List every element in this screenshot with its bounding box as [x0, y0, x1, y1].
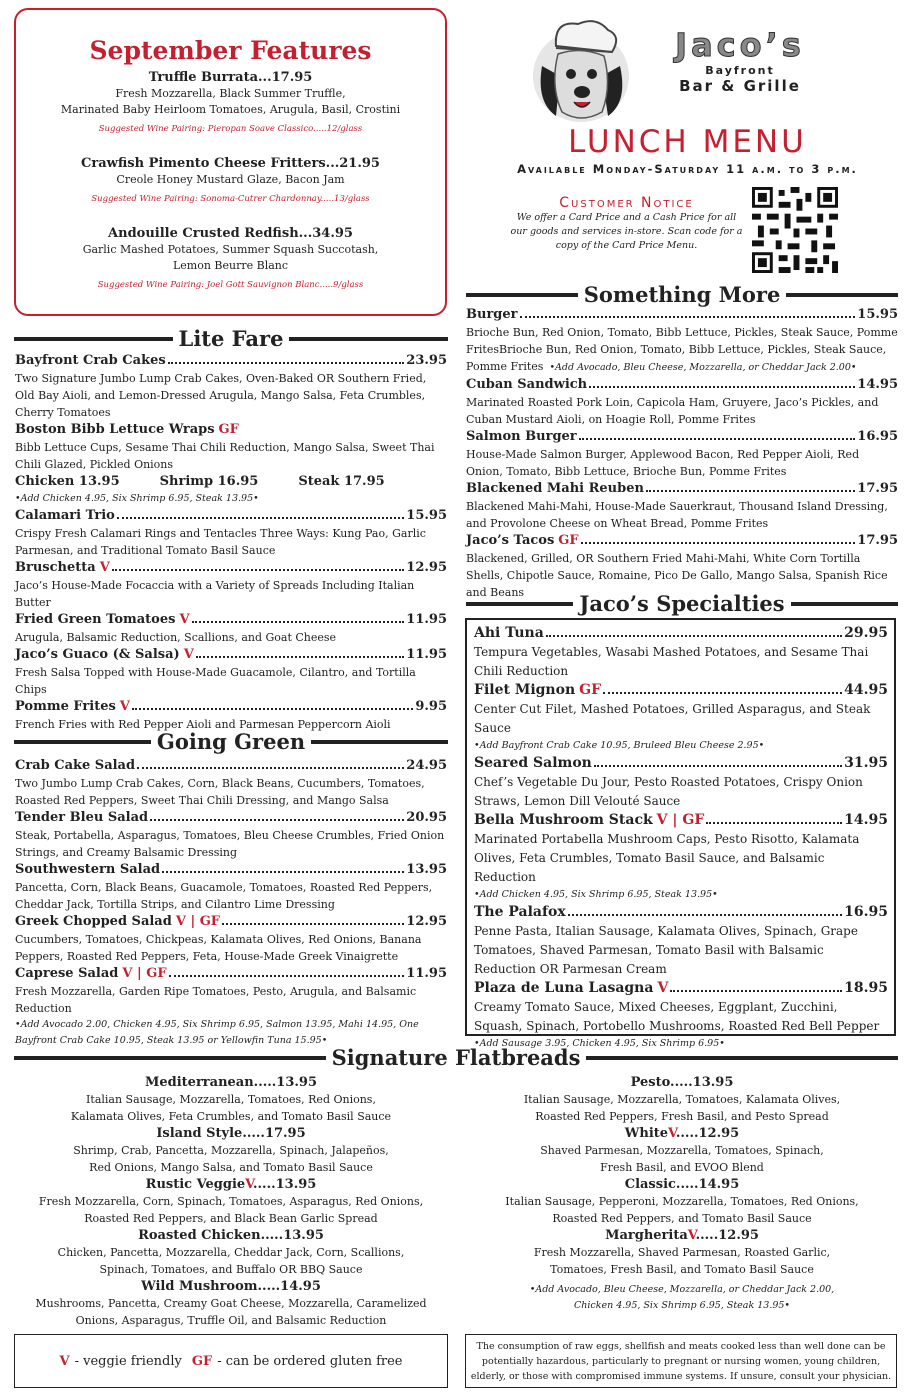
flatbread-item — [466, 1227, 898, 1314]
flatbread-description: Roasted Red Peppers, Fresh Basil, and Pesto Spread — [535, 1110, 829, 1123]
health-disclaimer: The consumption of raw eggs, shellfish and meats cooked less than well done can be potentially hazardous, particularly to pregnant or nursing women, young children, elderly, or those with compromised immune systems. If unsure, consult your physician. — [465, 1334, 897, 1388]
dietary-tag: V — [245, 1177, 253, 1192]
menu-item-name: Burger — [466, 307, 518, 322]
menu-item-title — [466, 376, 898, 394]
flatbread-addon-line: •Add Avocado, Bleu Cheese, Mozzarella, or Cheddar Jack 2.00, — [529, 1284, 835, 1295]
flatbread-item — [14, 1278, 448, 1329]
menu-item — [466, 428, 898, 480]
customer-notice-heading: Customer Notice — [559, 195, 694, 211]
dietary-tag: V — [668, 1126, 676, 1141]
menu-item-description: House-Made Salmon Burger, Applewood Bacon, Red Pepper Aioli, Red Onion, Tomato, Bibb Lettuce, Brioche Bun, Pomme Frites — [466, 448, 860, 478]
flatbread-description: Fresh Basil, and EVOO Blend — [600, 1161, 764, 1174]
flatbread-description: Mushrooms, Pancetta, Creamy Goat Cheese, Mozzarella, Caramelized — [35, 1297, 427, 1310]
dot-leader — [603, 692, 842, 694]
flatbread-name — [14, 1074, 448, 1091]
menu-item-description: Blackened, Grilled, OR Southern Fried Mahi-Mahi, White Corn Tortilla Shells, Chipotle Sauce, Romaine, Pico De Gallo, Mango Salsa, Spanish Rice and Beans — [466, 552, 888, 599]
feature-name: Truffle Burrata...17.95 — [148, 70, 313, 85]
flatbread-item — [14, 1176, 448, 1227]
dietary-tag: V — [687, 1228, 696, 1243]
flatbread-name — [466, 1176, 898, 1193]
dot-leader — [520, 316, 856, 318]
menu-item-description: Penne Pasta, Italian Sausage, Kalamata Olives, Spinach, Grape Tomatoes, Shaved Parmesan, Tomato Basil with Balsamic Reduction OR Parmesan Cream — [474, 924, 858, 976]
dietary-tag: V — [99, 560, 110, 575]
flatbread-description: Chicken, Pancetta, Mozzarella, Cheddar Jack, Corn, Scallions, — [57, 1246, 405, 1259]
menu-item-addon: •Add Sausage 3.95, Chicken 4.95, Six Shrimp 6.95• — [474, 1038, 725, 1049]
menu-item-price: 14.95 — [844, 812, 888, 828]
specialties-list — [474, 624, 888, 1052]
dietary-tag: V | GF — [175, 914, 221, 929]
menu-item — [466, 532, 898, 601]
menu-item — [474, 903, 888, 979]
flatbread-name — [466, 1074, 898, 1091]
dot-leader — [222, 923, 404, 925]
menu-item-addon: •Add Chicken 4.95, Six Shrimp 6.95, Steak 13.95• — [474, 889, 718, 900]
menu-item-title — [15, 809, 447, 827]
lite-fare-heading — [14, 326, 448, 351]
flatbread-description: Roasted Red Peppers, and Tomato Basil Sauce — [552, 1212, 812, 1225]
feature-description: Garlic Mashed Potatoes, Summer Squash Succotash, — [82, 243, 379, 256]
dietary-tag: V — [183, 647, 194, 662]
dot-leader — [196, 656, 405, 658]
menu-item-description: Arugula, Balsamic Reduction, Scallions, and Goat Cheese — [15, 631, 337, 644]
menu-item-price: 15.95 — [857, 307, 898, 322]
menu-item-title — [474, 811, 888, 830]
menu-item-name: Pomme Frites — [15, 699, 116, 714]
menu-item — [15, 646, 447, 698]
dietary-legend — [14, 1334, 448, 1388]
menu-item-title — [474, 754, 888, 773]
feature-item — [16, 69, 445, 137]
flatbread-item — [14, 1227, 448, 1278]
menu-item-name: Plaza de Luna Lasagna — [474, 980, 654, 996]
dot-leader — [594, 765, 842, 767]
menu-item-title — [474, 624, 888, 643]
menu-item — [15, 507, 447, 559]
flatbread-name — [14, 1227, 448, 1244]
menu-item-title — [15, 965, 447, 983]
dot-leader — [589, 386, 855, 388]
menu-item — [466, 306, 898, 376]
flatbread-description: Shrimp, Crab, Pancetta, Mozzarella, Spinach, Jalapeños, — [73, 1144, 389, 1157]
menu-item-price: 13.95 — [406, 862, 447, 877]
dietary-tag: V — [657, 980, 669, 996]
menu-item-title — [15, 698, 447, 716]
menu-item-description: Steak, Portabella, Asparagus, Tomatoes, Bleu Cheese Crumbles, Fried Onion Strings, and Creamy Balsamic Dressing — [15, 829, 445, 859]
menu-item-price: 18.95 — [844, 980, 888, 996]
flatbread-description: Tomatoes, Fresh Basil, and Tomato Basil Sauce — [550, 1263, 814, 1276]
menu-item-price: 15.95 — [406, 508, 447, 523]
menu-item-description: Blackened Mahi-Mahi, House-Made Sauerkraut, Thousand Island Dressing, and Provolone Cheese on Wheat Bread, Pomme Frites — [466, 500, 888, 530]
menu-item-description: Bibb Lettuce Cups, Sesame Thai Chili Reduction, Mango Salsa, Sweet Thai Chili Glazed, Pickled Onions — [15, 441, 435, 471]
menu-item-name: Tender Bleu Salad — [15, 810, 149, 825]
menu-item — [15, 757, 447, 809]
menu-item-title — [15, 913, 447, 931]
flatbread-description: Spinach, Tomatoes, and Buffalo OR BBQ Sauce — [99, 1263, 363, 1276]
flatbread-description: Fresh Mozzarella, Corn, Spinach, Tomatoes, Asparagus, Red Onions, — [38, 1195, 424, 1208]
dog-chef-logo-icon — [526, 16, 631, 124]
dietary-tag: V — [179, 612, 190, 627]
flatbread-name-text: Wild Mushroom.....14.95 — [141, 1279, 321, 1294]
menu-item-description-text: Brioche Bun, Red Onion, Tomato, Bibb Lettuce, Pickles, Steak Sauce, Pomme Frites — [466, 343, 887, 373]
menu-item — [466, 480, 898, 532]
menu-item-price: 29.95 — [844, 625, 888, 641]
flatbread-name — [14, 1176, 448, 1193]
menu-item-name: Blackened Mahi Reuben — [466, 481, 644, 496]
menu-item-price: 11.95 — [406, 612, 447, 627]
menu-item-name: Salmon Burger — [466, 429, 577, 444]
menu-item-title — [474, 681, 888, 700]
menu-item-name: Jaco’s Guaco (& Salsa) — [15, 647, 180, 662]
menu-item-name: Seared Salmon — [474, 755, 592, 771]
menu-item-description: Fresh Mozzarella, Garden Ripe Tomatoes, Pesto, Arugula, and Balsamic Reduction — [15, 985, 417, 1015]
menu-item-name: Jaco’s Tacos — [466, 533, 555, 548]
menu-item-price: 44.95 — [844, 682, 888, 698]
flatbread-item — [466, 1074, 898, 1125]
menu-item-price: 16.95 — [857, 429, 898, 444]
menu-item-name: Filet Mignon — [474, 682, 576, 698]
menu-item-description: Cucumbers, Tomatoes, Chickpeas, Kalamata Olives, Red Onions, Banana Peppers, Roasted Red Peppers, Feta, House-Made Greek Vinaigrette — [15, 933, 422, 963]
menu-item — [474, 979, 888, 1052]
flatbread-name — [466, 1227, 898, 1244]
menu-item-description: Brioche Bun, Red Onion, Tomato, Bibb Lettuce, Pickles, Steak Sauce, Pomme FritesBrioche Bun, Red Onion, Tomato, Bibb Lettuce, Pickles, Steak Sauce, Pomme Frites •Add Avocado, Bleu Cheese, Mozzarella, or Cheddar Jack 2.00• — [466, 326, 898, 373]
dot-leader — [162, 871, 404, 873]
feature-description: Lemon Beurre Blanc — [172, 259, 289, 272]
flatbread-description: Shaved Parmesan, Mozzarella, Tomatoes, Spinach, — [540, 1144, 824, 1157]
menu-item-title — [474, 903, 888, 922]
flatbread-description: Fresh Mozzarella, Shaved Parmesan, Roasted Garlic, — [533, 1246, 831, 1259]
brand-subtitle-bar-grille: Bar & Grille — [679, 77, 801, 95]
going-green-title: Going Green — [156, 729, 306, 754]
something-more-title: Something More — [583, 282, 781, 307]
feature-item — [16, 225, 445, 293]
going-green-list — [15, 757, 447, 1049]
dietary-tag: V | GF — [656, 812, 705, 828]
feature-description: Marinated Baby Heirloom Tomatoes, Arugula, Basil, Crostini — [60, 103, 401, 116]
menu-item-title — [15, 611, 447, 629]
flatbread-name — [14, 1278, 448, 1295]
menu-item-price: 20.95 — [406, 810, 447, 825]
flatbread-name — [466, 1125, 898, 1142]
menu-item-description: Jaco’s House-Made Focaccia with a Variety of Spreads Including Italian Butter — [15, 579, 415, 609]
dot-leader — [137, 767, 404, 769]
flatbread-item — [466, 1176, 898, 1227]
something-more-heading — [466, 282, 898, 307]
menu-item-description: Marinated Portabella Mushroom Caps, Pesto Risotto, Kalamata Olives, Feta Crumbles, Tomato Basil Sauce, and Balsamic Reduction — [474, 832, 860, 884]
lunch-menu-title: LUNCH MENU — [568, 124, 807, 160]
menu-item-name: Crab Cake Salad — [15, 758, 136, 773]
lite-fare-list — [15, 352, 447, 733]
protein-option: Chicken 13.95 — [15, 474, 120, 489]
menu-item-description: French Fries with Red Pepper Aioli and Parmesan Peppercorn Aioli — [15, 718, 391, 731]
dot-leader — [706, 822, 842, 824]
menu-item — [474, 624, 888, 681]
menu-item-price: 24.95 — [406, 758, 447, 773]
customer-notice — [510, 195, 743, 253]
flatbread-item — [14, 1074, 448, 1125]
menu-item-name: Ahi Tuna — [474, 625, 544, 641]
flatbread-description: Onions, Asparagus, Truffle Oil, and Balsamic Reduction — [75, 1314, 387, 1327]
protein-option: Shrimp 16.95 — [159, 474, 259, 489]
menu-item-title — [466, 480, 898, 498]
something-more-list — [466, 306, 898, 601]
menu-item-title — [15, 757, 447, 775]
september-features-box — [14, 8, 447, 316]
dot-leader — [150, 819, 404, 821]
dietary-tag: V | GF — [122, 966, 167, 981]
dietary-tag: V — [119, 699, 130, 714]
dot-leader — [546, 635, 842, 637]
dietary-tag: GF — [558, 533, 579, 548]
menu-item — [474, 681, 888, 754]
dietary-tag: GF — [218, 422, 239, 437]
legend-gf-tag: GF — [191, 1353, 213, 1369]
flatbread-name-text: Margherita — [605, 1228, 688, 1243]
menu-item-price: 31.95 — [844, 755, 888, 771]
customer-notice-body: We offer a Card Price and a Cash Price for all our goods and services in-store. Scan code for a copy of the Card Price Menu. — [510, 212, 743, 251]
menu-item-description: Pancetta, Corn, Black Beans, Guacamole, Tomatoes, Roasted Red Peppers, Cheddar Jack, Tortilla Strips, and Cilantro Lime Dressing — [15, 881, 433, 911]
menu-item-title — [15, 559, 447, 577]
dot-leader — [169, 975, 405, 977]
menu-item-price: 14.95 — [857, 377, 898, 392]
menu-item-price: 16.95 — [844, 904, 888, 920]
dot-leader — [579, 438, 856, 440]
menu-item-description: Marinated Roasted Pork Loin, Capicola Ham, Gruyere, Jaco’s Pickles, and Cuban Mustard Aioli, on Hoagie Roll, Pomme Frites — [466, 396, 879, 426]
legend-v-text: - veggie friendly — [74, 1353, 182, 1369]
menu-item-name: The Palafox — [474, 904, 566, 920]
menu-item-name: Cuban Sandwich — [466, 377, 588, 392]
flatbread-name-text: Pesto.....13.95 — [630, 1075, 734, 1090]
menu-item — [15, 559, 447, 611]
menu-item-name: Boston Bibb Lettuce Wraps — [15, 422, 215, 437]
feature-description: Creole Honey Mustard Glaze, Bacon Jam — [116, 173, 345, 186]
flatbreads-right-list — [466, 1074, 898, 1314]
menu-item-title — [474, 979, 888, 998]
menu-item-description: Tempura Vegetables, Wasabi Mashed Potatoes, and Sesame Thai Chili Reduction — [474, 645, 869, 678]
menu-item-name: Southwestern Salad — [15, 862, 161, 877]
menu-item — [474, 754, 888, 811]
menu-item-title — [15, 861, 447, 879]
availability-hours: Available Monday-Saturday 11 a.m. to 3 p.m. — [517, 162, 858, 176]
menu-item-description: Fresh Salsa Topped with House-Made Guacamole, Cilantro, and Tortilla Chips — [15, 666, 416, 696]
dot-leader — [117, 517, 404, 519]
dot-leader — [670, 990, 842, 992]
lite-fare-title: Lite Fare — [178, 326, 284, 351]
dietary-tag: GF — [579, 682, 602, 698]
dot-leader — [132, 708, 413, 710]
feature-name: Andouille Crusted Redfish...34.95 — [108, 226, 353, 241]
menu-item-title — [466, 306, 898, 324]
menu-item-addon: •Add Chicken 4.95, Six Shrimp 6.95, Steak 13.95• — [15, 493, 259, 504]
flatbread-addon — [466, 1282, 898, 1314]
flatbread-name-text: Mediterranean.....13.95 — [144, 1075, 318, 1090]
menu-item-name: Calamari Trio — [15, 508, 115, 523]
flatbreads-title: Signature Flatbreads — [331, 1045, 581, 1070]
menu-item — [15, 809, 447, 861]
flatbread-description: Italian Sausage, Pepperoni, Mozzarella, Tomatoes, Red Onions, — [505, 1195, 859, 1208]
menu-item — [15, 965, 447, 1049]
menu-item-price: 17.95 — [857, 533, 898, 548]
menu-item-title — [466, 428, 898, 446]
flatbread-name-text: Classic.....14.95 — [624, 1177, 740, 1192]
dot-leader — [112, 569, 405, 571]
menu-item-title — [15, 352, 447, 370]
flatbread-description: Kalamata Olives, Feta Crumbles, and Tomato Basil Sauce — [70, 1110, 392, 1123]
menu-item — [15, 421, 447, 473]
flatbread-description: Italian Sausage, Mozzarella, Tomatoes, Red Onions, — [86, 1093, 376, 1106]
dot-leader — [646, 490, 855, 492]
menu-item — [15, 473, 447, 507]
protein-option: Steak 17.95 — [298, 474, 385, 489]
flatbread-price: .....12.95 — [695, 1228, 759, 1243]
menu-item-name: Greek Chopped Salad — [15, 914, 172, 929]
flatbread-description: Roasted Red Peppers, and Black Bean Garlic Spread — [84, 1212, 378, 1225]
menu-item-title — [15, 421, 447, 439]
menu-item-description: Two Signature Jumbo Lump Crab Cakes, Oven-Baked OR Southern Fried, Old Bay Aioli, and Lemon-Dressed Arugula, Mango Salsa, Feta Crumbles, Cherry Tomatoes — [15, 372, 427, 419]
brand-subtitle-bayfront: Bayfront — [705, 64, 775, 77]
menu-item — [15, 352, 447, 421]
menu-item-price: 9.95 — [415, 699, 447, 714]
menu-item-description: Center Cut Filet, Mashed Potatoes, Grilled Asparagus, and Steak Sauce — [474, 702, 871, 735]
specialties-title: Jaco’s Specialties — [579, 591, 785, 616]
dot-leader — [581, 542, 856, 544]
dot-leader — [168, 362, 405, 364]
feature-wine-pairing: Suggested Wine Pairing: Joel Gott Sauvignon Blanc.....9/glass — [97, 280, 364, 290]
menu-item — [15, 913, 447, 965]
legend-v-tag: V — [59, 1353, 70, 1369]
menu-item — [466, 376, 898, 428]
feature-item — [16, 155, 445, 207]
menu-item-addon: •Add Avocado 2.00, Chicken 4.95, Six Shrimp 6.95, Salmon 13.95, Mahi 14.95, One Bayfront Crab Cake 10.95, Steak 13.95 or Yellowfin Tuna 15.95• — [15, 1019, 419, 1046]
flatbread-addon-line: Chicken 4.95, Six Shrimp 6.95, Steak 13.95• — [573, 1300, 791, 1311]
feature-wine-pairing: Suggested Wine Pairing: Pieropan Soave Classico.....12/glass — [98, 124, 363, 134]
brand-block — [640, 28, 840, 95]
menu-item-description: Chef’s Vegetable Du Jour, Pesto Roasted Potatoes, Crispy Onion Straws, Lemon Dill Velouté Sauce — [474, 775, 863, 808]
menu-item — [15, 698, 447, 733]
menu-item-price: 11.95 — [406, 647, 447, 662]
menu-item — [15, 861, 447, 913]
flatbread-name — [14, 1125, 448, 1142]
menu-item — [474, 811, 888, 903]
menu-item-description: Crispy Fresh Calamari Rings and Tentacles Three Ways: Kung Pao, Garlic Parmesan, and Traditional Tomato Basil Sauce — [15, 527, 426, 557]
flatbreads-left-list — [14, 1074, 448, 1329]
features-title: September Features — [89, 36, 372, 65]
menu-item-title — [15, 507, 447, 525]
menu-item-price: 12.95 — [406, 914, 447, 929]
flatbread-item — [466, 1125, 898, 1176]
menu-item-price: 12.95 — [406, 560, 447, 575]
menu-item-name: Bruschetta — [15, 560, 96, 575]
menu-item-name: Caprese Salad — [15, 966, 119, 981]
menu-item-addon: •Add Avocado, Bleu Cheese, Mozzarella, or Cheddar Jack 2.00• — [549, 362, 857, 373]
menu-item-name: Bella Mushroom Stack — [474, 812, 653, 828]
flatbread-price: .....12.95 — [675, 1126, 740, 1141]
flatbread-item — [14, 1125, 448, 1176]
menu-item-name: Bayfront Crab Cakes — [15, 353, 166, 368]
menu-item-price: 23.95 — [406, 353, 447, 368]
menu-item-description: Two Jumbo Lump Crab Cakes, Corn, Black Beans, Cucumbers, Tomatoes, Roasted Red Peppers, Sweet Thai Chili Dressing, and Mango Salsa — [15, 777, 425, 807]
menu-item-title — [466, 532, 898, 550]
feature-name: Crawfish Pimento Cheese Fritters...21.95 — [81, 156, 380, 171]
legend-gf-text: - can be ordered gluten free — [217, 1353, 403, 1369]
menu-item — [15, 611, 447, 646]
menu-item-description: Creamy Tomato Sauce, Mixed Cheeses, Eggplant, Zucchini, Squash, Spinach, Portobello Mushrooms, Roasted Red Bell Pepper — [474, 1000, 880, 1033]
menu-item-name: Fried Green Tomatoes — [15, 612, 176, 627]
flatbread-name-text: Island Style.....17.95 — [156, 1126, 306, 1141]
menu-item-title — [15, 473, 447, 491]
flatbread-description: Red Onions, Mango Salsa, and Tomato Basil Sauce — [89, 1161, 373, 1174]
menu-item-title — [15, 646, 447, 664]
menu-item-price: 17.95 — [857, 481, 898, 496]
flatbread-name-text: Rustic Veggie — [145, 1177, 246, 1192]
flatbread-name-text: Roasted Chicken.....13.95 — [138, 1228, 324, 1243]
dot-leader — [192, 621, 405, 623]
brand-name: Jaco’s — [675, 26, 805, 64]
dot-leader — [568, 914, 842, 916]
menu-item-addon: •Add Bayfront Crab Cake 10.95, Bruleed Bleu Cheese 2.95• — [474, 740, 765, 751]
feature-description: Fresh Mozzarella, Black Summer Truffle, — [115, 87, 346, 100]
qr-code-icon[interactable] — [752, 187, 838, 273]
flatbread-price: .....13.95 — [253, 1177, 317, 1192]
feature-wine-pairing: Suggested Wine Pairing: Sonoma-Cutrer Chardonnay.....13/glass — [91, 194, 370, 204]
flatbread-description: Italian Sausage, Mozzarella, Tomatoes, Kalamata Olives, — [523, 1093, 841, 1106]
menu-item-price: 11.95 — [406, 966, 447, 981]
flatbread-name-text: White — [624, 1126, 669, 1141]
